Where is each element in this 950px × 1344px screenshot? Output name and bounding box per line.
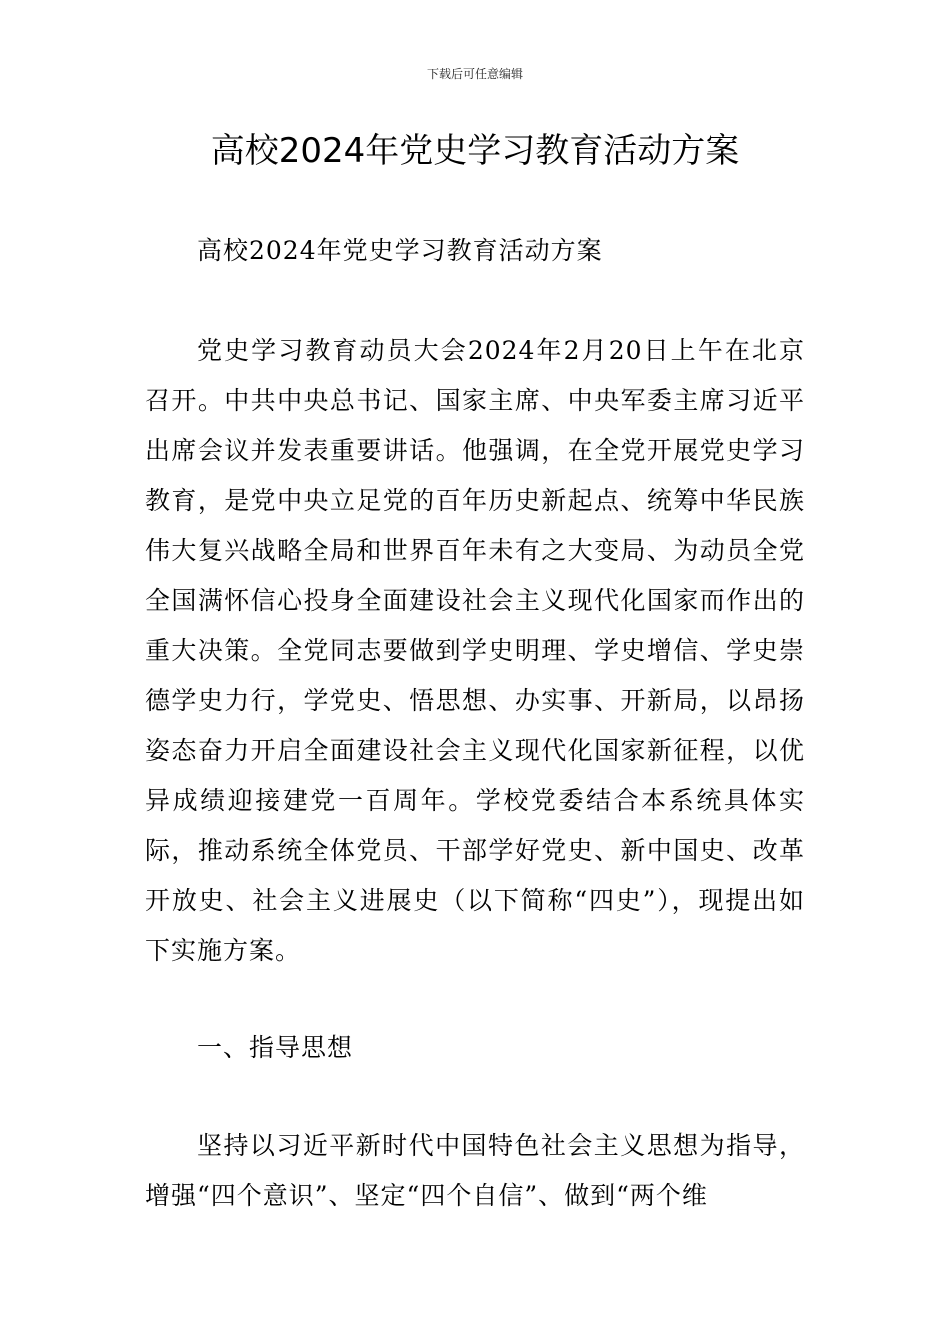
section-heading-guiding-ideology: 一、指导思想 bbox=[197, 1033, 354, 1062]
section-paragraph-guiding-ideology: 坚持以习近平新时代中国特色社会主义思想为指导，增强“四个意识”、坚定“四个自信”、做到“两个维 bbox=[145, 1131, 805, 1210]
document-subtitle: 高校2024年党史学习教育活动方案 bbox=[197, 236, 603, 265]
intro-paragraph: 党史学习教育动员大会2024年2月20日上午在北京召开。中共中央总书记、国家主席、中央军委主席习近平出席会议并发表重要讲话。他强调，在全党开展党史学习教育，是党中央立足党的百年历史新起点、统筹中华民族伟大复兴战略全局和世界百年未有之大变局、为动员全党全国满怀信心投身全面建设社会主义现代化国家而作出的重大决策。全党同志要做到学史明理、学史增信、学史崇德学史力行，学党史、悟思想、办实事、开新局，以昂扬姿态奋力开启全面建设社会主义现代化国家新征程，以优异成绩迎接建党一百周年。学校党委结合本系统具体实际，推动系统全体党员、干部学好党史、新中国史、改革开放史、社会主义进展史（以下简称“四史”），现提出如下实施方案。 bbox=[145, 336, 805, 965]
header-note: 下载后可任意编辑 bbox=[426, 67, 523, 81]
document-title: 高校2024年党史学习教育活动方案 bbox=[210, 131, 740, 171]
